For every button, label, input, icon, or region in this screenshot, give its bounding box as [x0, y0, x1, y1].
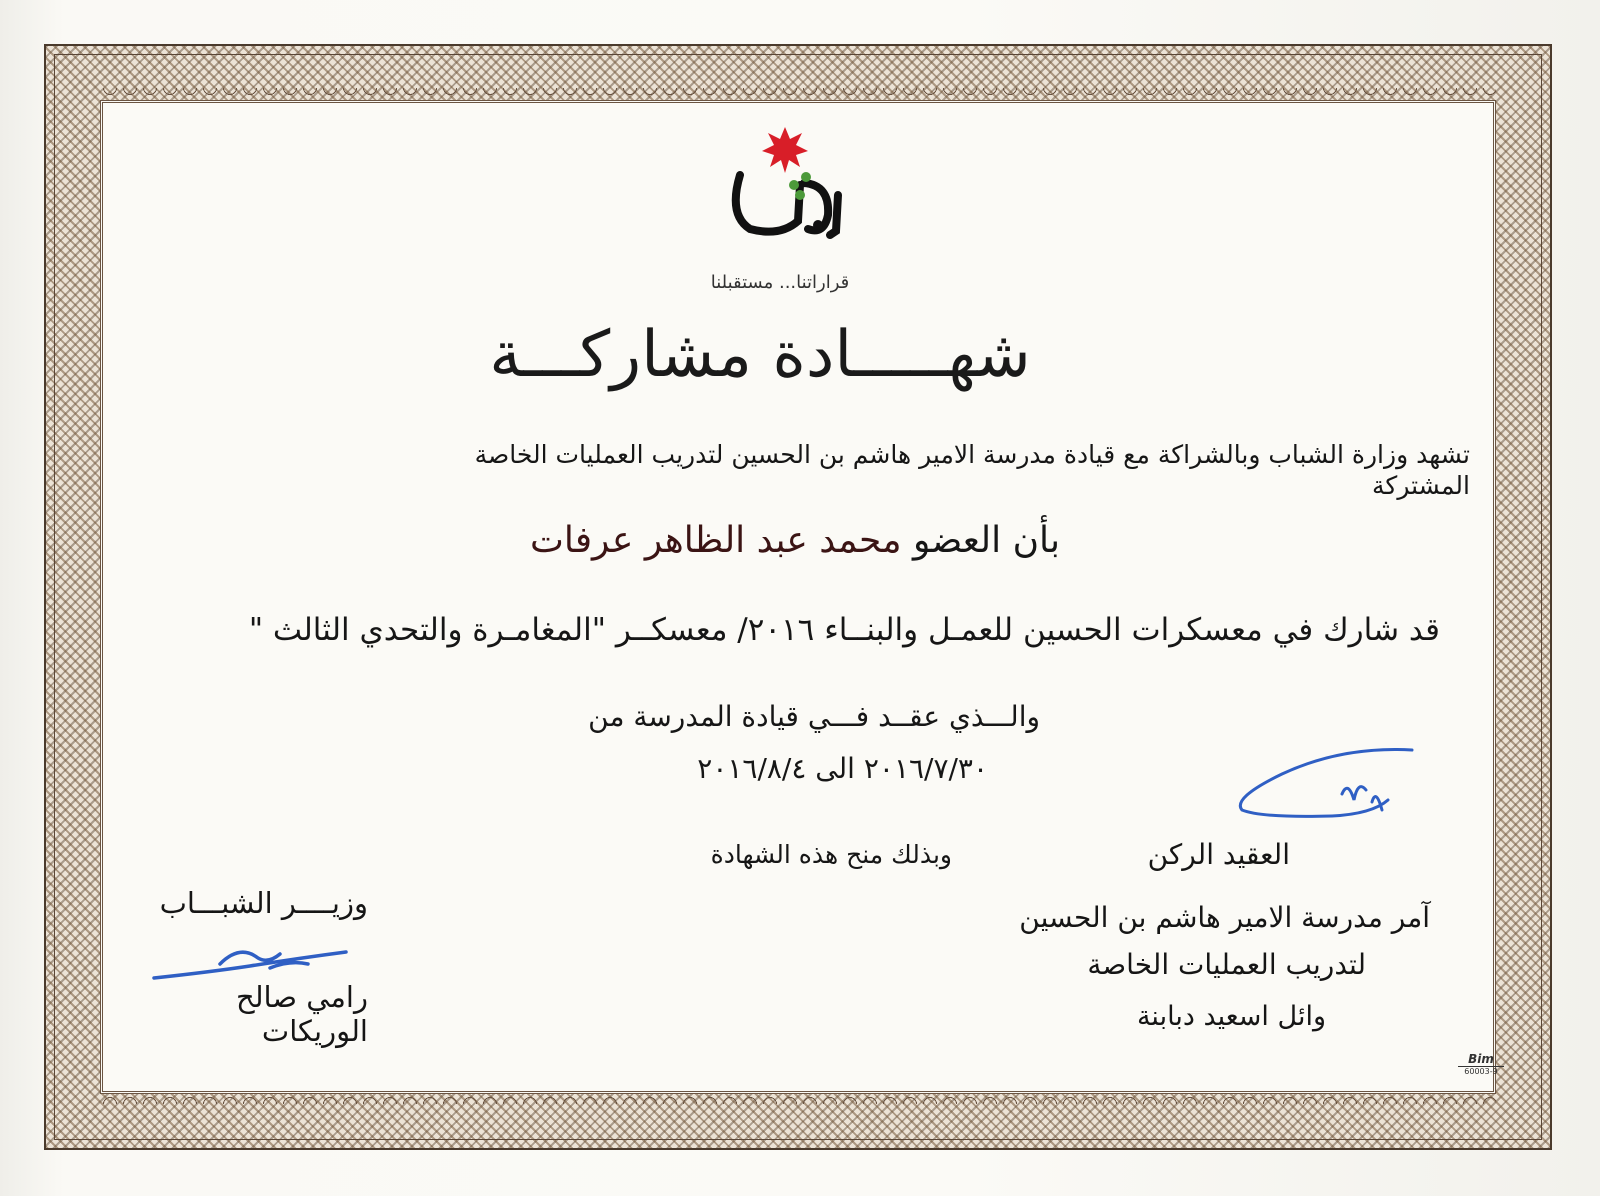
printer-mark-code: 60003-9	[1464, 1067, 1498, 1076]
minister-signature	[150, 934, 350, 994]
minister-name: رامي صالح الوريكات	[235, 980, 368, 1048]
star-icon	[762, 127, 808, 173]
intro-line-a: تشهد وزارة الشباب وبالشراكة مع قيادة مدرسة الامير هاشم بن الحسين لتدريب العمليات الخاصة	[474, 440, 1470, 469]
commander-role: آمر مدرسة الامير هاشم بن الحسين	[1019, 901, 1430, 934]
minister-title: وزيــــر الشبـــاب	[159, 886, 368, 920]
commander-block	[970, 838, 1430, 1032]
border-scallop-bottom	[100, 1094, 1496, 1104]
intro-text	[170, 440, 1470, 500]
member-line	[530, 520, 1060, 561]
intro-line-b: المشتركة	[1372, 471, 1470, 500]
printer-mark	[1458, 1052, 1504, 1092]
commander-unit: لتدريب العمليات الخاصة	[1087, 948, 1366, 981]
logo-tagline: قراراتنا... مستقبلنا	[710, 272, 850, 293]
member-name: محمد عبد الظاهر عرفات	[529, 520, 902, 561]
logo-dot	[813, 220, 823, 230]
commander-signature	[1222, 740, 1432, 840]
border-scallop-top	[100, 88, 1496, 98]
member-prefix: بأن العضو	[912, 520, 1060, 561]
logo-dot	[789, 180, 799, 190]
printer-mark-text: Bim	[1458, 1052, 1504, 1067]
participation-text: قد شارك في معسكرات الحسين للعمـل والبنــاء ٢٠١٦/ معسكــر "المغامـرة والتحدي الثالث "	[248, 612, 1440, 648]
commander-name: وائل اسعيد دبابنة	[1136, 1001, 1326, 1032]
certificate-title: شهـــــادة مشاركـــة	[489, 318, 1031, 392]
date-range: ٢٠١٦/٧/٣٠ الى ٢٠١٦/٨/٤	[697, 752, 988, 785]
logo-dot	[801, 172, 811, 182]
granted-text: وبذلك منح هذه الشهادة	[710, 840, 952, 869]
held-text: والـــذي عقــد فـــي قيادة المدرسة من	[588, 700, 1040, 733]
commander-rank: العقيد الركن	[1147, 838, 1290, 871]
logo-dot	[795, 190, 805, 200]
